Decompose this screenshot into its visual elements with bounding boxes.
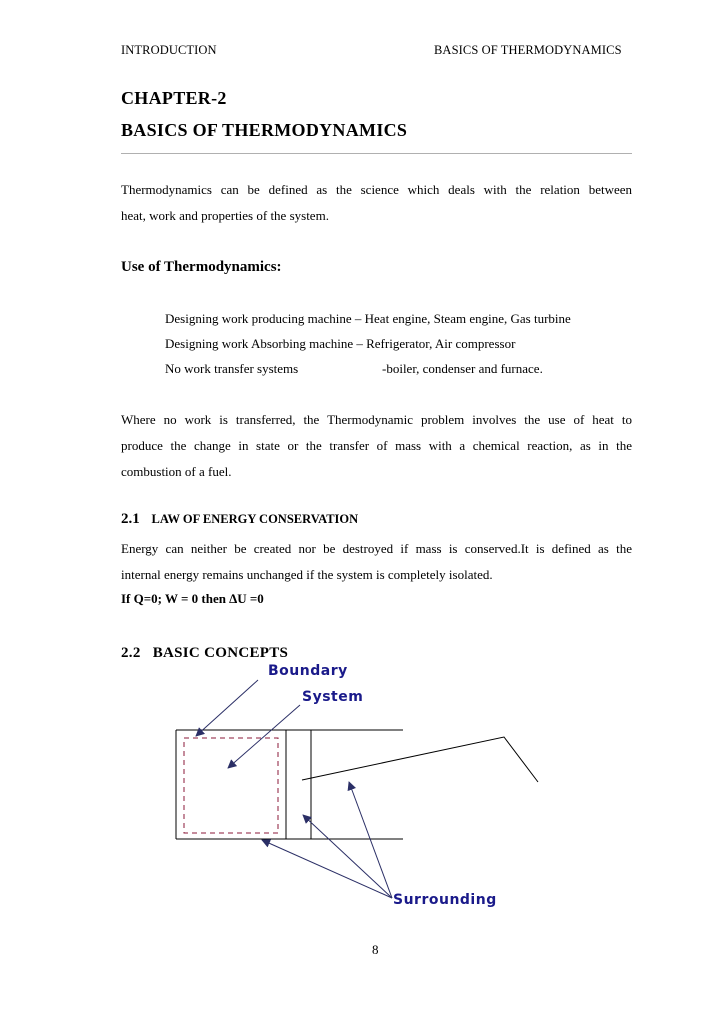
energy-equation: If Q=0; W = 0 then ∆U =0 <box>121 591 264 606</box>
page-number: 8 <box>372 942 379 957</box>
no-work-line-3: combustion of a fuel. <box>121 464 232 479</box>
system-arrow <box>228 705 300 768</box>
section-2-1-line-1: Energy can neither be created nor be destroyed if mass is conserved.It is defined as the <box>121 541 632 556</box>
intro-line-2: heat, work and properties of the system. <box>121 208 329 223</box>
running-header-right: BASICS OF THERMODYNAMICS <box>434 43 622 57</box>
uses-heading: Use of Thermodynamics: <box>121 259 282 275</box>
surrounding-arrow-3 <box>349 782 392 898</box>
use-item-producing: Designing work producing machine – Heat engine, Steam engine, Gas turbine <box>165 311 571 326</box>
connecting-rod <box>302 737 538 782</box>
use-item-no-work-detail: -boiler, condenser and furnace. <box>382 361 543 376</box>
section-2-2-title: BASIC CONCEPTS <box>152 645 289 661</box>
surrounding-label: Surrounding <box>393 892 497 908</box>
boundary-label: Boundary <box>268 663 348 679</box>
surrounding-arrow-1 <box>262 840 392 898</box>
section-2-1-number: 2.1 <box>121 511 140 527</box>
no-work-line-2: produce the change in state or the transfer of mass with a chemical reaction, as in the <box>121 438 632 453</box>
system-label: System <box>302 689 364 705</box>
system-boundary-dashed <box>184 738 278 833</box>
use-item-no-work: No work transfer systems <box>165 361 299 376</box>
section-2-1-line-2: internal energy remains unchanged if the system is completely isolated. <box>121 567 493 582</box>
chapter-number: CHAPTER-2 <box>121 88 227 108</box>
intro-line-1: Thermodynamics can be defined as the science which deals with the relation between <box>121 182 632 197</box>
piston <box>286 730 311 839</box>
no-work-line-1: Where no work is transferred, the Thermodynamic problem involves the use of heat to <box>121 412 632 427</box>
section-2-2-number: 2.2 <box>121 645 141 661</box>
running-header-left: INTRODUCTION <box>121 43 217 57</box>
boundary-arrow <box>196 680 258 736</box>
section-2-1-title: LAW OF ENERGY CONSERVATION <box>151 512 359 526</box>
surrounding-arrow-2 <box>303 815 392 898</box>
chapter-title: BASICS OF THERMODYNAMICS <box>121 120 408 140</box>
use-item-absorbing: Designing work Absorbing machine – Refrigerator, Air compressor <box>165 336 516 351</box>
